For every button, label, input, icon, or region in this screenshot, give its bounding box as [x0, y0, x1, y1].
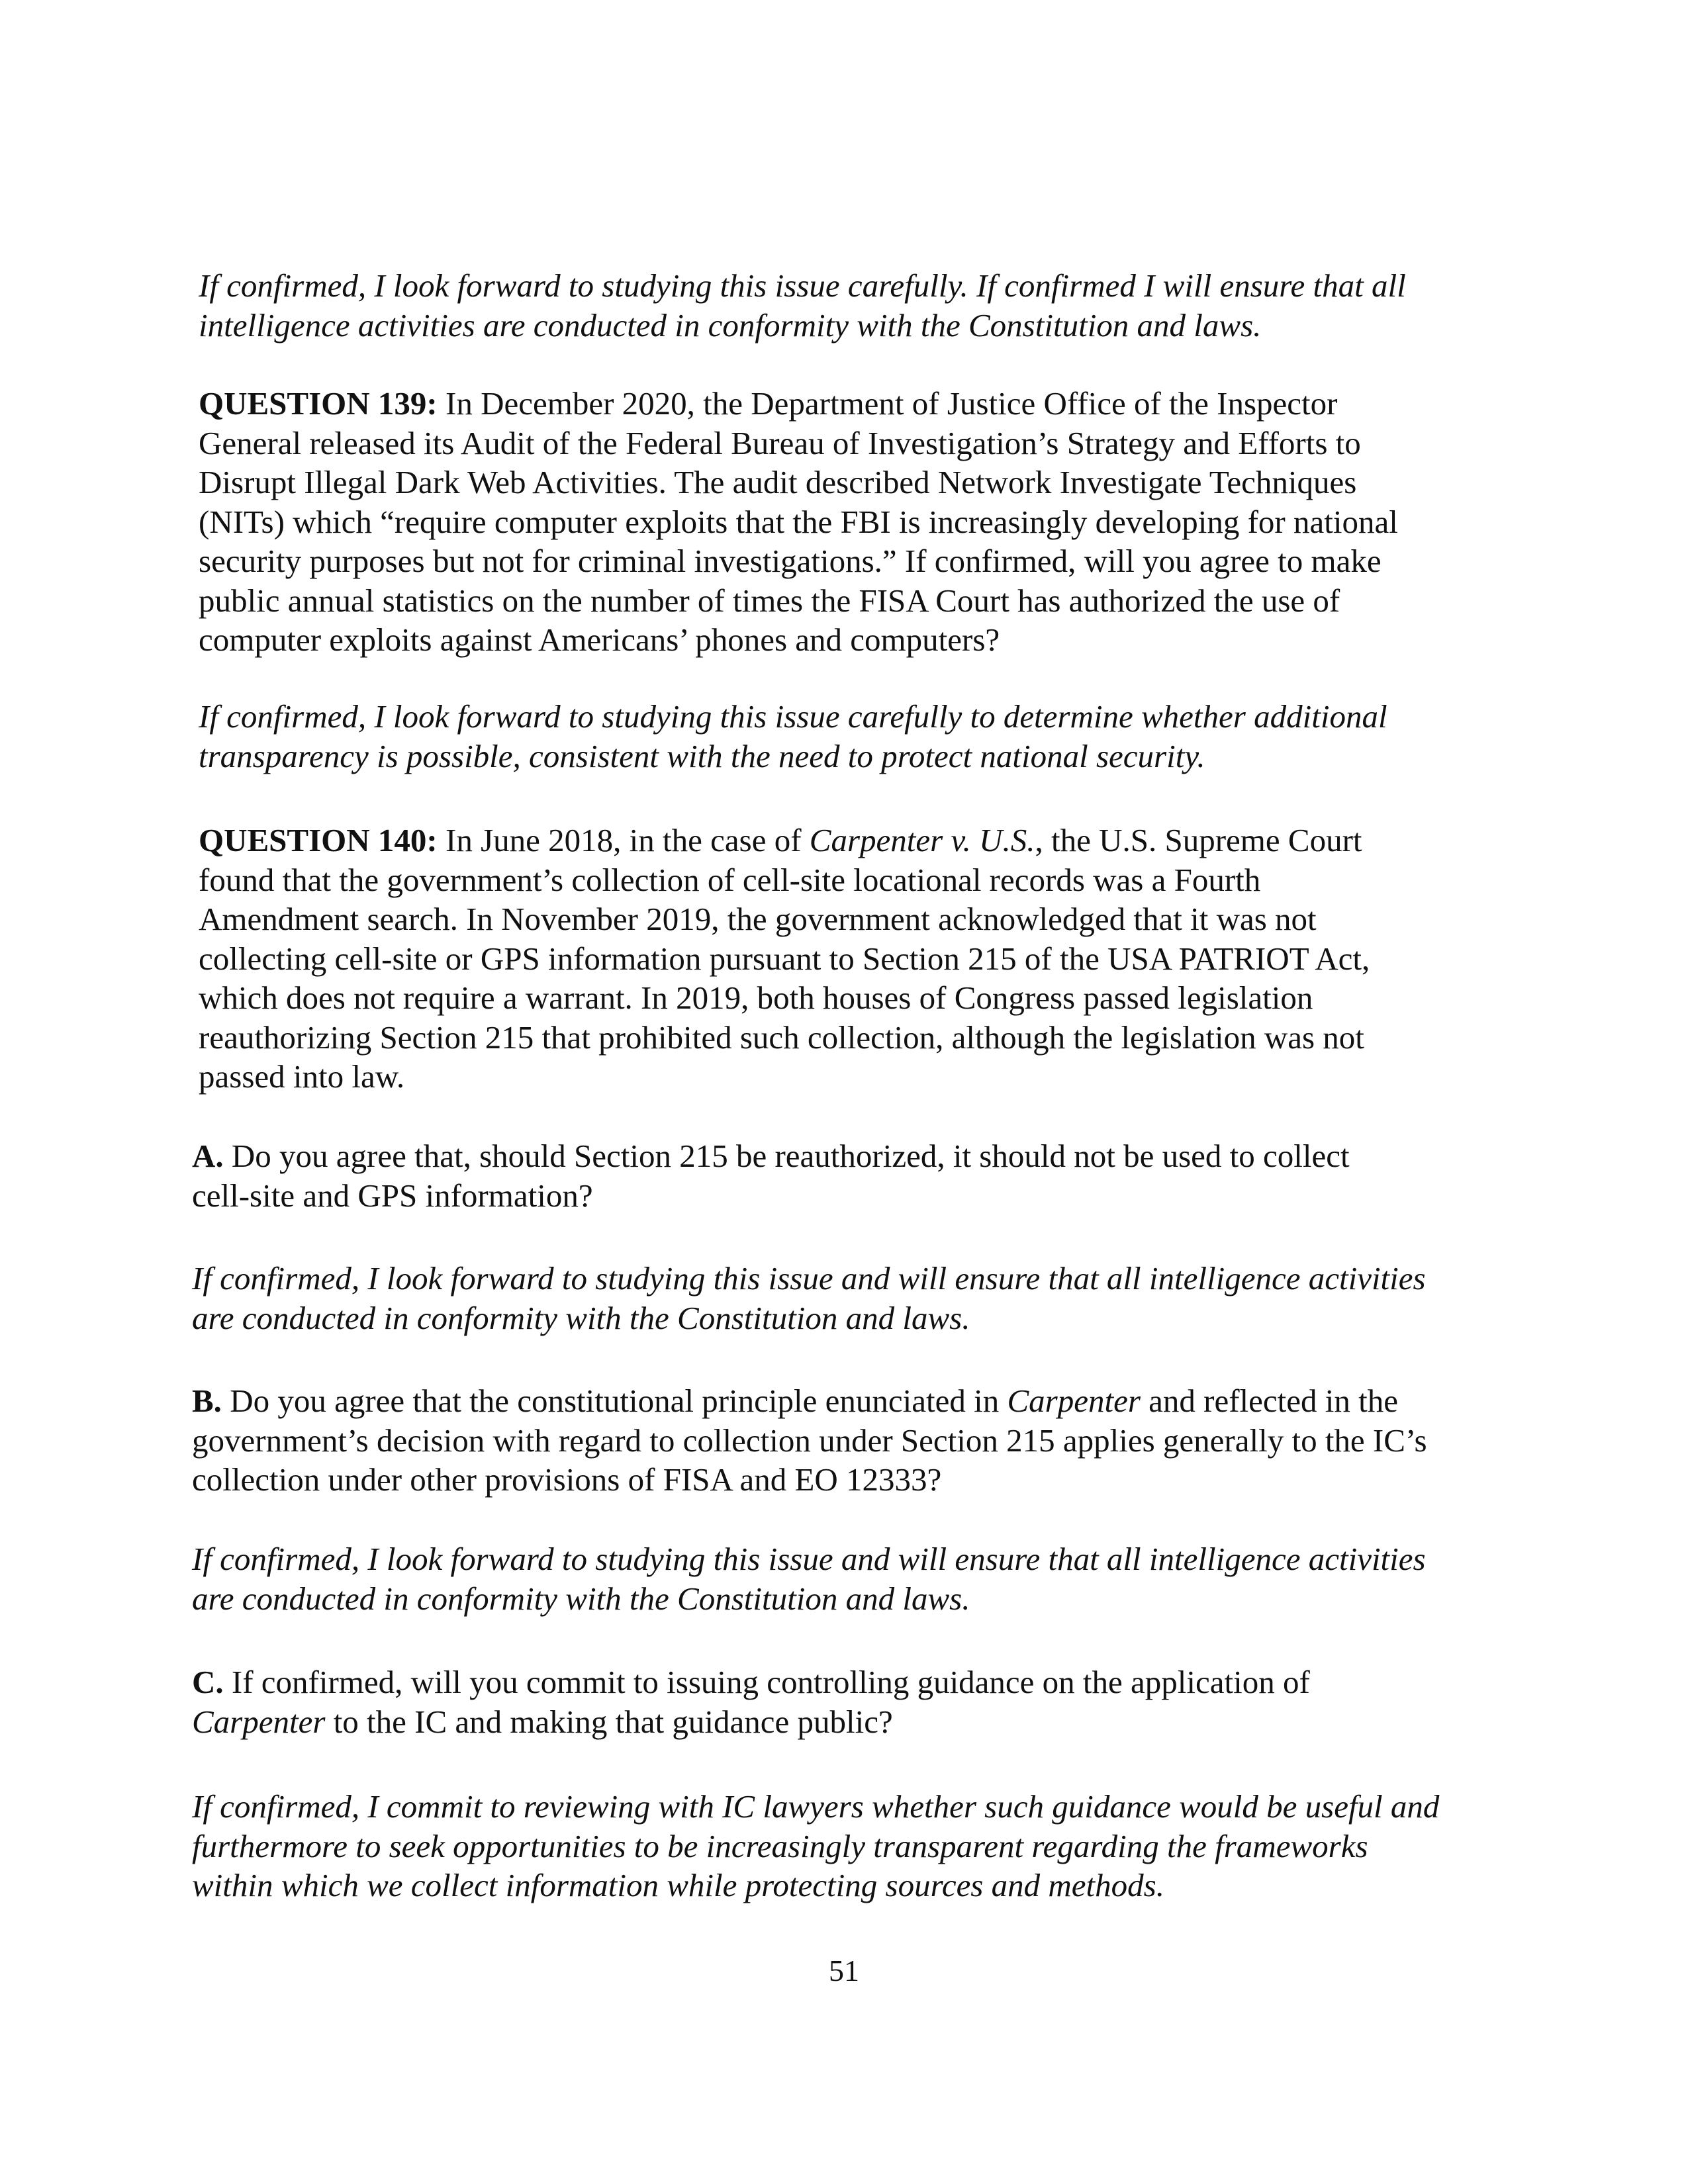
case-name: Carpenter v. U.S.	[809, 822, 1035, 858]
question-text: In December 2020, the Department of Justice Office of the Inspector	[437, 385, 1338, 422]
question-label: QUESTION 139:	[199, 385, 438, 422]
subquestion-a	[192, 1136, 1350, 1215]
case-name: Carpenter	[192, 1703, 326, 1740]
question-line: reauthorizing Section 215 that prohibited such collection, although the legislation was not	[199, 1019, 1364, 1056]
question-line: found that the government’s collection of cell-site locational records was a Fourth	[199, 861, 1261, 898]
answer-line: If confirmed, I look forward to studying this issue and will ensure that all intelligence activities	[192, 1541, 1426, 1577]
question-line: public annual statistics on the number of times the FISA Court has authorized the use of	[199, 582, 1340, 619]
question-line: computer exploits against Americans’ phones and computers?	[199, 621, 1000, 658]
answer-line: If confirmed, I commit to reviewing with IC lawyers whether such guidance would be useful and	[192, 1788, 1440, 1825]
subquestion-text: and reflected in the	[1140, 1383, 1398, 1419]
answer-c	[192, 1787, 1439, 1905]
question-139	[199, 384, 1398, 660]
answer-line: within which we collect information while protecting sources and methods.	[192, 1867, 1164, 1903]
answer-line: are conducted in conformity with the Constitution and laws.	[192, 1299, 970, 1336]
question-line: passed into law.	[199, 1058, 405, 1095]
question-text: , the U.S. Supreme Court	[1035, 822, 1362, 858]
question-line: security purposes but not for criminal investigations.” If confirmed, will you agree to make	[199, 543, 1382, 579]
question-line: Disrupt Illegal Dark Web Activities. The audit described Network Investigate Techniques	[199, 464, 1357, 500]
answer-paragraph-previous	[199, 266, 1406, 345]
answer-line: are conducted in conformity with the Constitution and laws.	[192, 1580, 970, 1617]
question-line: Amendment search. In November 2019, the government acknowledged that it was not	[199, 901, 1317, 937]
question-label: QUESTION 140:	[199, 822, 438, 858]
subquestion-line: government’s decision with regard to collection under Section 215 applies generally to the IC’s	[192, 1422, 1427, 1459]
subquestion-text: Do you agree that the constitutional principle enunciated in	[221, 1383, 1008, 1419]
answer-line: furthermore to seek opportunities to be increasingly transparent regarding the frameworks	[192, 1827, 1368, 1864]
answer-line: If confirmed, I look forward to studying this issue and will ensure that all intelligence activities	[192, 1260, 1426, 1297]
subquestion-line: collection under other provisions of FISA and EO 12333?	[192, 1461, 942, 1498]
question-line: which does not require a warrant. In 2019, both houses of Congress passed legislation	[199, 979, 1313, 1016]
subquestion-label: A.	[192, 1138, 224, 1174]
subquestion-line: cell-site and GPS information?	[192, 1177, 593, 1214]
answer-line: transparency is possible, consistent with the need to protect national security.	[199, 737, 1205, 774]
answer-a	[192, 1259, 1426, 1338]
subquestion-b	[192, 1381, 1427, 1500]
answer-line: intelligence activities are conducted in conformity with the Constitution and laws.	[199, 306, 1262, 343]
subquestion-label: C.	[192, 1664, 224, 1700]
question-line: General released its Audit of the Federal Bureau of Investigation’s Strategy and Efforts to	[199, 424, 1361, 461]
subquestion-text: to the IC and making that guidance public?	[325, 1703, 893, 1740]
answer-line: If confirmed, I look forward to studying this issue carefully to determine whether additional	[199, 698, 1387, 735]
case-name: Carpenter	[1007, 1383, 1141, 1419]
subquestion-label: B.	[192, 1383, 222, 1419]
question-140	[199, 821, 1370, 1097]
subquestion-text: Do you agree that, should Section 215 be reauthorized, it should not be used to collect	[223, 1138, 1350, 1174]
question-line: collecting cell-site or GPS information pursuant to Section 215 of the USA PATRIOT Act,	[199, 940, 1370, 977]
answer-line: If confirmed, I look forward to studying this issue carefully. If confirmed I will ensure that all	[199, 267, 1406, 304]
question-line: (NITs) which “require computer exploits that the FBI is increasingly developing for national	[199, 503, 1398, 540]
page-number: 51	[829, 1954, 859, 1987]
subquestion-text: If confirmed, will you commit to issuing controlling guidance on the application of	[223, 1664, 1310, 1700]
answer-b	[192, 1539, 1426, 1618]
subquestion-c	[192, 1662, 1310, 1741]
answer-139	[199, 697, 1387, 776]
question-text: In June 2018, in the case of	[437, 822, 810, 858]
